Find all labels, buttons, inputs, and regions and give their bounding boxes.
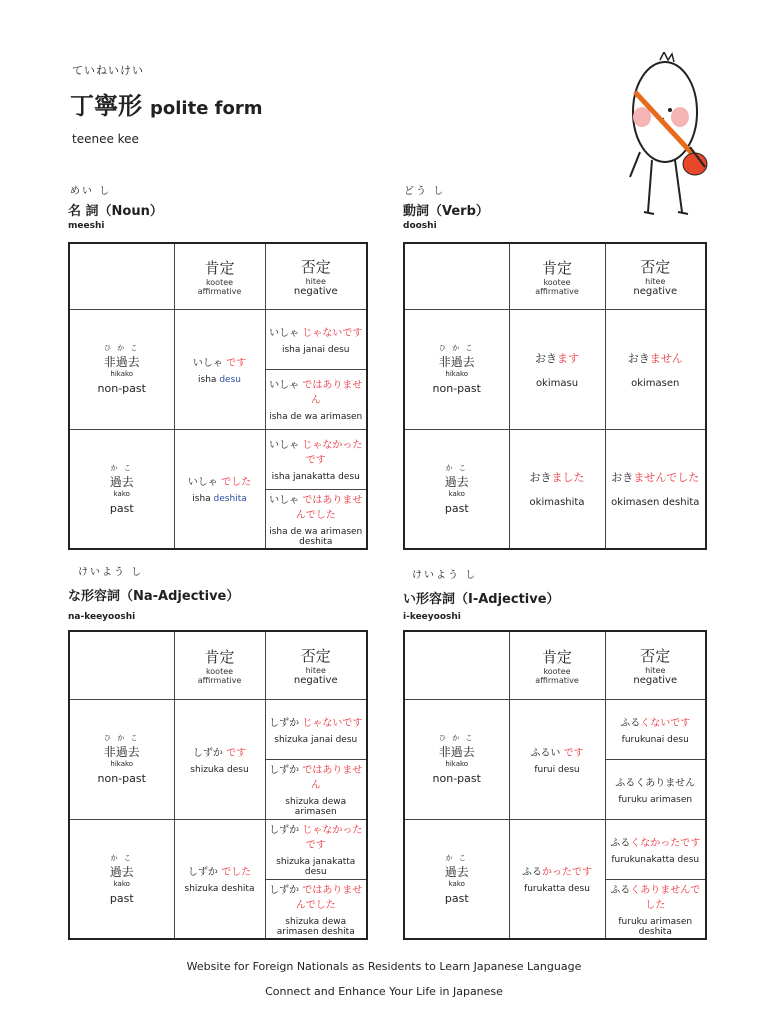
nonpast-row-label: ひ か こ 非過去 hikako non-past	[404, 309, 509, 429]
affirmative-header: 肯定 kootee affirmative	[509, 243, 605, 309]
negative-header: 否定 hitee negative	[265, 243, 367, 309]
na-adj-neg-past-1: しずか じゃなかったです shizuka janakatta desu	[265, 819, 367, 879]
noun-aff-past: いしゃ でした isha deshita	[174, 429, 265, 549]
past-row-label: か こ 過去 kako past	[404, 819, 509, 939]
mascot-icon	[620, 52, 720, 222]
header-empty-cell	[404, 631, 509, 699]
past-row-label: か こ 過去 kako past	[69, 429, 174, 549]
i-adj-aff-past: ふるかったです furukatta desu	[509, 819, 605, 939]
verb-title: 動詞（Verb）	[403, 204, 489, 219]
nonpast-row-label: ひ か こ 非過去 hikako non-past	[404, 699, 509, 819]
na-adj-neg-nonpast-2: しずか ではありません shizuka dewa arimasen	[265, 759, 367, 819]
header-empty-cell	[69, 631, 174, 699]
title-japanese: 丁寧形	[70, 92, 142, 120]
noun-table	[68, 242, 368, 550]
verb-aff-past: おきました okimashita	[509, 429, 605, 549]
title-furigana: ていねいけい	[72, 64, 144, 77]
noun-title: 名 詞（Noun）	[68, 204, 163, 219]
na-adj-neg-nonpast-1: しずか じゃないです shizuka janai desu	[265, 699, 367, 759]
noun-neg-past-2: いしゃ ではありませんでした isha de wa arimasen deshita	[265, 489, 367, 549]
affirmative-header: 肯定 kootee affirmative	[174, 243, 265, 309]
i-adj-neg-nonpast-2: ふるくありません furuku arimasen	[605, 759, 706, 819]
na-adj-furigana: けいよう し	[78, 567, 144, 578]
i-adj-neg-past-1: ふるくなかったです furukunakatta desu	[605, 819, 706, 879]
affirmative-header: 肯定 kootee affirmative	[174, 631, 265, 699]
verb-table	[403, 242, 707, 550]
past-row-label: か こ 過去 kako past	[404, 429, 509, 549]
footer-line-2: Connect and Enhance Your Life in Japanese	[265, 985, 503, 998]
na-adj-neg-past-2: しずか ではありませんでした shizuka dewa arimasen deshita	[265, 879, 367, 939]
i-adj-furigana: けいよう し	[412, 570, 478, 581]
header-empty-cell	[69, 243, 174, 309]
verb-neg-past: おきませんでした okimasen deshita	[605, 429, 706, 549]
footer-line-1: Website for Foreign Nationals as Residents to Learn Japanese Language	[186, 960, 582, 973]
i-adj-title: い形容詞（I-Adjective）	[403, 592, 560, 607]
nonpast-row-label: ひ か こ 非過去 hikako non-past	[69, 309, 174, 429]
verb-romaji: dooshi	[403, 221, 437, 231]
title-romaji: teenee kee	[72, 132, 139, 146]
i-adj-romaji: i-keeyooshi	[403, 612, 461, 622]
past-row-label: か こ 過去 kako past	[69, 819, 174, 939]
i-adj-neg-past-2: ふるくありませんでした furuku arimasen deshita	[605, 879, 706, 939]
noun-neg-nonpast-1: いしゃ じゃないです isha janai desu	[265, 309, 367, 369]
noun-neg-nonpast-2: いしゃ ではありません isha de wa arimasen	[265, 369, 367, 429]
noun-furigana: めい し	[70, 186, 112, 197]
page-title	[70, 86, 263, 121]
verb-aff-nonpast: おきます okimasu	[509, 309, 605, 429]
negative-header: 否定 hitee negative	[605, 243, 706, 309]
negative-header: 否定 hitee negative	[605, 631, 706, 699]
verb-furigana: どう し	[404, 186, 446, 197]
na-adj-romaji: na-keeyooshi	[68, 612, 136, 622]
header-empty-cell	[404, 243, 509, 309]
affirmative-header: 肯定 kootee affirmative	[509, 631, 605, 699]
noun-neg-past-1: いしゃ じゃなかったです isha janakatta desu	[265, 429, 367, 489]
noun-romaji: meeshi	[68, 221, 105, 231]
na-adj-aff-past: しずか でした shizuka deshita	[174, 819, 265, 939]
i-adj-table	[403, 630, 707, 940]
nonpast-row-label: ひ か こ 非過去 hikako non-past	[69, 699, 174, 819]
negative-header: 否定 hitee negative	[265, 631, 367, 699]
na-adj-aff-nonpast: しずか です shizuka desu	[174, 699, 265, 819]
i-adj-aff-nonpast: ふるい です furui desu	[509, 699, 605, 819]
na-adj-title: な形容詞（Na-Adjective）	[68, 589, 240, 604]
verb-neg-nonpast: おきません okimasen	[605, 309, 706, 429]
noun-aff-nonpast: いしゃ です isha desu	[174, 309, 265, 429]
na-adj-table	[68, 630, 368, 940]
i-adj-neg-nonpast-1: ふるくないです furukunai desu	[605, 699, 706, 759]
title-english: polite form	[150, 98, 263, 119]
